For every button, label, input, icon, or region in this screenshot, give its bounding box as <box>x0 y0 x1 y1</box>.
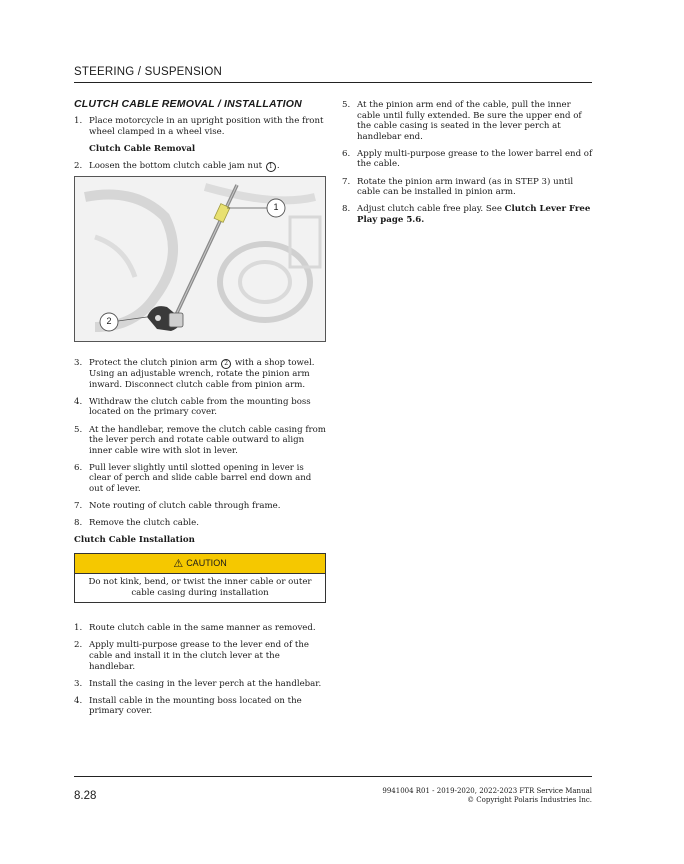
step-text <box>357 204 594 225</box>
step-text <box>89 358 326 390</box>
installation-steps <box>74 623 326 717</box>
list-item <box>74 640 326 672</box>
step-text: Route clutch cable in the same manner as removed. <box>89 623 316 634</box>
step-text: At the pinion arm end of the cable, pull the inner cable until fully extended. Be sure the upper end of the cable casing is seated in the lever perch at handlebar end. <box>357 100 582 142</box>
prep-steps <box>74 116 326 137</box>
step-number: 6. <box>342 148 351 159</box>
step-number: 2. <box>74 640 83 651</box>
footer-rule <box>74 776 592 777</box>
step-number: 4. <box>74 396 83 407</box>
step-text-main: Adjust clutch cable free play. See <box>357 204 502 215</box>
step-number: 4. <box>74 695 83 706</box>
list-item <box>74 679 326 690</box>
list-item <box>74 358 326 390</box>
step-text-main: Loosen the bottom clutch cable jam nut <box>89 160 263 171</box>
list-item <box>74 623 326 634</box>
list-item <box>74 501 326 512</box>
step-text <box>89 161 326 172</box>
page-number: 8.28 <box>74 790 97 802</box>
step-text: Install cable in the mounting boss located on the primary cover. <box>89 695 302 717</box>
header-rule <box>74 82 592 83</box>
step-text-end: . <box>421 214 425 225</box>
clutch-cable-figure <box>74 176 326 342</box>
list-item <box>74 463 326 495</box>
step-text: Withdraw the clutch cable from the mounting boss located on the primary cover. <box>89 396 311 418</box>
list-item <box>74 425 326 457</box>
list-item <box>74 518 326 529</box>
step-text: Pull lever slightly until slotted opening in lever is clear of perch and slide cable barrel end down and out of lever. <box>89 462 312 495</box>
list-item <box>342 149 594 170</box>
step-number: 2. <box>74 160 83 171</box>
step-text: Apply multi-purpose grease to the lever end of the cable and install it in the clutch lever at the handlebar. <box>89 640 309 672</box>
step-text: Rotate the pinion arm inward (as in STEP 3) until cable can be installed in pinion arm. <box>357 176 574 198</box>
removal-steps <box>74 397 326 529</box>
footer-info <box>382 787 592 805</box>
caution-text: Do not kink, bend, or twist the inner cable or outer cable casing during installation <box>88 577 312 599</box>
list-item <box>342 100 594 142</box>
step-text: Place motorcycle in an upright position with the front wheel clamped in a wheel vise. <box>89 116 324 137</box>
step-number: 7. <box>74 501 83 512</box>
removal-heading: Clutch Cable Removal <box>89 143 196 154</box>
step-number: 6. <box>74 462 83 473</box>
list-item <box>74 696 326 717</box>
page-header-title: STEERING / SUSPENSION <box>74 66 222 78</box>
caution-header <box>75 554 325 574</box>
step-text-end: . <box>276 160 280 171</box>
installation-heading: Clutch Cable Installation <box>74 535 195 546</box>
removal-step-2 <box>74 161 326 172</box>
step-number: 1. <box>74 623 83 634</box>
step-number: 1. <box>74 116 83 126</box>
list-item <box>74 116 326 137</box>
copyright: © Copyright Polaris Industries Inc. <box>467 796 592 804</box>
step-number: 8. <box>74 518 83 529</box>
step-text: Remove the clutch cable. <box>89 518 199 529</box>
caution-label: CAUTION <box>186 558 227 569</box>
step-text-post: with a shop towel. Using an adjustable wrench, rotate the pinion arm inward. Disconnect clutch cable from pinion arm. <box>89 358 315 390</box>
right-column <box>342 100 594 232</box>
step-text: Apply multi-purpose grease to the lower barrel end of the cable. <box>357 148 593 170</box>
list-item <box>342 177 594 198</box>
cross-reference-link[interactable]: Clutch Lever Free Play page 5.6 <box>357 204 591 225</box>
step-number: 3. <box>74 678 83 689</box>
warning-triangle-icon: ⚠ <box>173 558 184 571</box>
caution-box <box>74 553 326 603</box>
installation-steps-continued <box>342 100 594 225</box>
step-text-pre: Protect the clutch pinion arm <box>89 358 218 369</box>
section-title: CLUTCH CABLE REMOVAL / INSTALLATION <box>74 98 302 110</box>
removal-step-3 <box>74 358 326 390</box>
step-text: Install the casing in the lever perch at the handlebar. <box>89 678 322 689</box>
figure-callout-1: 1 <box>273 202 279 212</box>
step-text: At the handlebar, remove the clutch cable casing from the lever perch and rotate cable outward to align inner cable wire with slot in lever. <box>89 424 326 456</box>
list-item <box>74 397 326 418</box>
figure-callout-2: 2 <box>106 316 112 326</box>
step-number: 8. <box>342 204 351 215</box>
callout-ref-1: 1 <box>266 162 276 172</box>
callout-ref-2: 2 <box>221 359 231 369</box>
step-number: 7. <box>342 176 351 187</box>
step-text: Note routing of clutch cable through frame. <box>89 501 281 512</box>
step-number: 5. <box>74 424 83 435</box>
list-item <box>342 204 594 225</box>
list-item <box>74 161 326 172</box>
manual-title: 9941004 R01 - 2019-2020, 2022-2023 FTR Service Manual <box>382 787 592 795</box>
step-number: 5. <box>342 100 351 110</box>
step-number: 3. <box>74 358 83 369</box>
